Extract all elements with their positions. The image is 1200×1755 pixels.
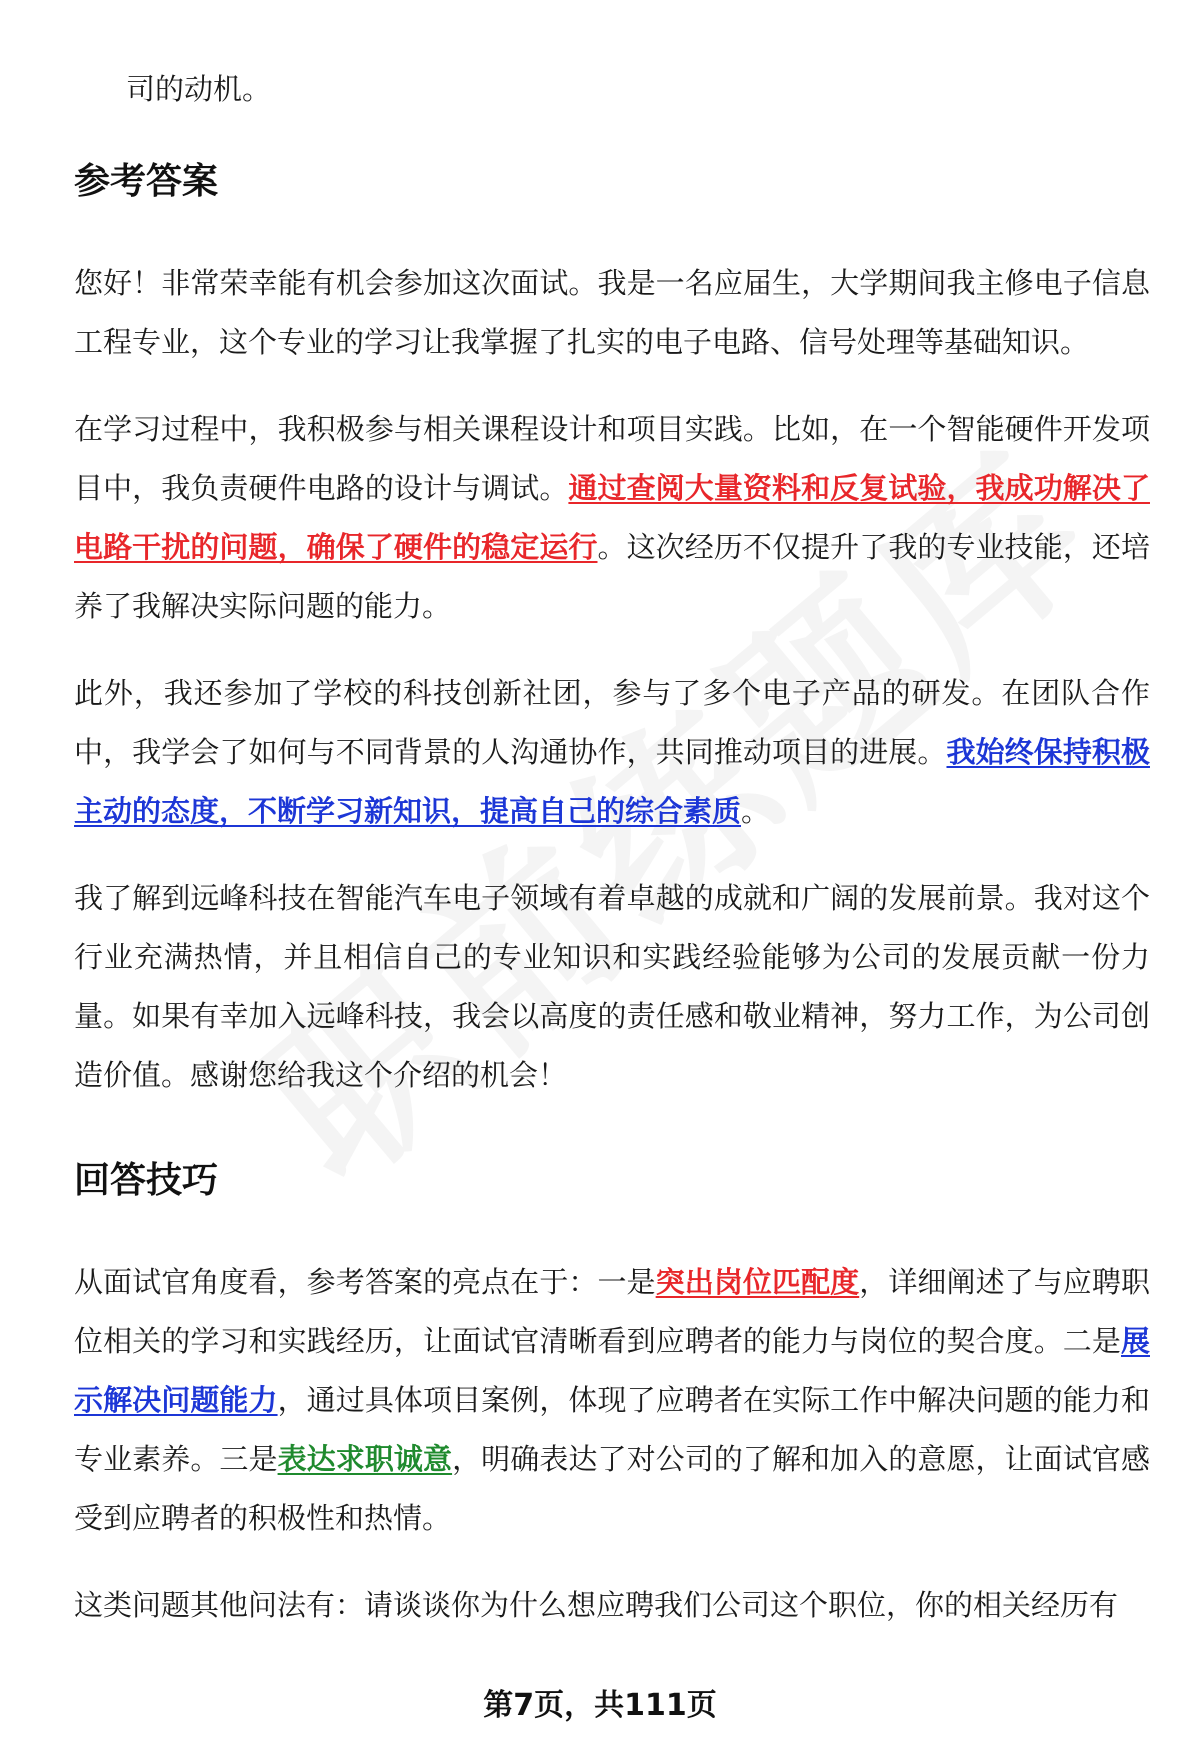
answer-paragraph-1: 您好！非常荣幸能有机会参加这次面试。我是一名应届生，大学期间我主修电子信息工程专业，这个专业的学习让我掌握了扎实的电子电路、信号处理等基础知识。 — [74, 266, 1150, 359]
highlight-blue-problem-solving: 展示解决问题能力 — [74, 1324, 1150, 1417]
highlight-blue-positive-attitude: 我始终保持积极主动的态度，不断学习新知识，提高自己的综合素质 — [74, 735, 1150, 828]
tips-paragraph-1-text-a: 从面试官角度看，参考答案的亮点在于：一是 — [74, 1265, 656, 1299]
tips-paragraph-1 — [74, 1253, 1150, 1548]
tips-paragraph-1-text-c: ，通过具体项目案例，体现了应聘者在实际工作中解决问题的能力和专业素养。三是 — [74, 1383, 1150, 1476]
section-title-answer-tips: 回答技巧 — [74, 1160, 219, 1201]
section-title-reference-answer: 参考答案 — [74, 161, 219, 202]
answer-paragraph-3-text-a: 此外，我还参加了学校的科技创新社团，参与了多个电子产品的研发。在团队合作中，我学会了如何与不同背景的人沟通协作，共同推动项目的进展。 — [74, 676, 1150, 769]
tips-paragraph-2: 这类问题其他问法有：请谈谈你为什么想应聘我们公司这个职位，你的相关经历有 — [74, 1588, 1119, 1622]
page-number-footer: 第7页，共111页 — [483, 1688, 717, 1723]
page-content — [74, 60, 1150, 1663]
highlight-red-job-match: 突出岗位匹配度 — [655, 1265, 860, 1299]
highlight-green-sincerity: 表达求职诚意 — [277, 1442, 453, 1476]
highlight-red-solved-interference: 通过查阅大量资料和反复试验，我成功解决了电路干扰的问题，确保了硬件的稳定运行 — [74, 471, 1150, 564]
tips-paragraph-1-text-d: ，明确表达了对公司的了解和加入的意愿，让面试官感受到应聘者的积极性和热情。 — [74, 1442, 1150, 1535]
answer-paragraph-4: 我了解到远峰科技在智能汽车电子领域有着卓越的成就和广阔的发展前景。我对这个行业充满热情，并且相信自己的专业知识和实践经验能够为公司的发展贡献一份力量。如果有幸加入远峰科技，我会以高度的责任感和敬业精神，努力工作，为公司创造价值。感谢您给我这个介绍的机会！ — [74, 881, 1150, 1092]
answer-paragraph-2-text-a: 在学习过程中，我积极参与相关课程设计和项目实践。比如，在一个智能硬件开发项目中，我负责硬件电路的设计与调试。 — [74, 412, 1150, 505]
continuation-text: 司的动机。 — [126, 72, 272, 106]
answer-paragraph-2-text-b: 。这次经历不仅提升了我的专业技能，还培养了我解决实际问题的能力。 — [74, 530, 1150, 623]
answer-paragraph-2 — [74, 400, 1150, 636]
tips-paragraph-1-text-b: ，详细阐述了与应聘职位相关的学习和实践经历，让面试官清晰看到应聘者的能力与岗位的契合度。二是 — [74, 1265, 1150, 1358]
answer-paragraph-3 — [74, 664, 1150, 841]
answer-paragraph-3-text-b: 。 — [741, 794, 771, 828]
